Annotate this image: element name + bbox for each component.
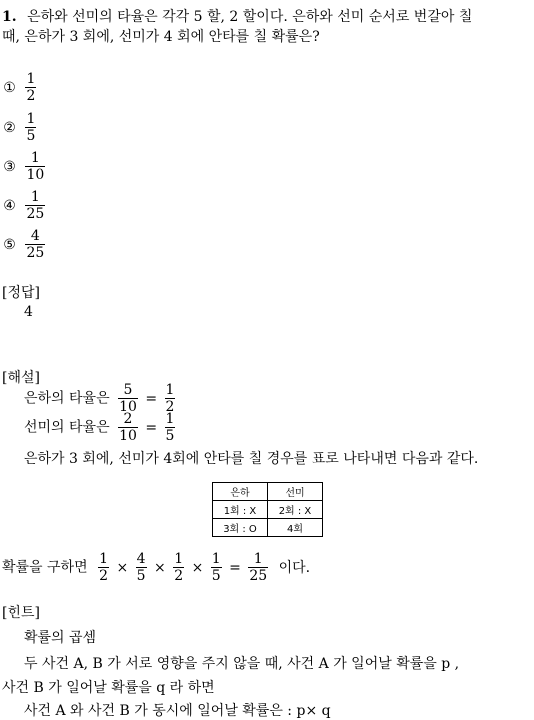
- answer-value: 4: [24, 304, 33, 320]
- table-row: [213, 519, 323, 537]
- question-line-2: 때, 은하가 3 회에, 선미가 4 회에 안타를 칠 확률은?: [2, 29, 320, 45]
- fraction-numerator: 1: [165, 411, 175, 427]
- choice-numerator: 4: [30, 228, 40, 244]
- hint-title: 확률의 곱셈: [24, 630, 97, 646]
- fraction-numerator: 1: [99, 551, 108, 567]
- fraction-denominator: 5: [165, 428, 175, 444]
- explanation-line-1-prefix: 은하의 타율은: [24, 390, 110, 407]
- fraction-denominator: 5: [211, 568, 221, 584]
- table-cell: 2회 : X: [268, 501, 323, 519]
- question-line-1: 은하와 선미의 타율은 각각 5 할, 2 할이다. 은하와 선미 순서로 번갈아 칠: [27, 9, 473, 25]
- explanation-label: [해설]: [2, 370, 40, 386]
- choice-3[interactable]: [2, 151, 45, 182]
- choice-2[interactable]: [2, 112, 36, 143]
- fraction-denominator: 10: [119, 399, 137, 415]
- choice-numerator: 1: [30, 189, 40, 205]
- equals-sign: =: [145, 390, 158, 407]
- hint-line-3: 사건 A 와 사건 B 가 동시에 일어날 확률은 : p× q: [24, 703, 331, 719]
- choice-denominator: 5: [26, 128, 36, 144]
- times-sign: ×: [154, 559, 166, 576]
- table-cell: 4회: [268, 519, 323, 537]
- choice-5[interactable]: [2, 229, 45, 260]
- hint-line-2: 사건 B 가 일어날 확률을 q 라 하면: [2, 680, 215, 696]
- table-cell: 3회 : O: [213, 519, 268, 537]
- choice-marker: ④: [3, 197, 16, 214]
- question: [2, 6, 472, 26]
- choice-marker: ③: [3, 158, 16, 175]
- times-sign: ×: [191, 559, 204, 576]
- fraction-numerator: 1: [165, 382, 175, 398]
- hint-label: [힌트]: [2, 605, 40, 621]
- times-sign: ×: [116, 559, 129, 576]
- choice-denominator: 25: [26, 206, 45, 222]
- fraction-denominator: 2: [165, 399, 175, 415]
- fraction-denominator: 25: [249, 568, 268, 584]
- choice-numerator: 1: [26, 71, 36, 87]
- choice-marker: ②: [3, 119, 16, 136]
- fraction-denominator: 2: [99, 568, 108, 584]
- table-row: [213, 501, 323, 519]
- fraction-numerator: 1: [211, 551, 221, 567]
- explanation-line-3: 은하가 3 회에, 선미가 4회에 안타를 칠 경우를 표로 나타내면 다음과 같다.: [24, 451, 479, 467]
- choice-1[interactable]: [2, 72, 36, 103]
- choice-4[interactable]: [2, 190, 45, 221]
- choice-marker: ①: [3, 79, 16, 96]
- choice-denominator: 10: [26, 167, 45, 183]
- equals-sign: =: [145, 419, 158, 436]
- fraction-numerator: 2: [123, 411, 133, 427]
- equals-sign: =: [229, 559, 241, 576]
- table-header-cell: 은하: [213, 483, 268, 501]
- choice-marker: ⑤: [3, 236, 16, 253]
- fraction-denominator: 10: [119, 428, 137, 444]
- fraction-numerator: 5: [123, 382, 133, 398]
- fraction-denominator: 5: [136, 568, 146, 584]
- fraction-numerator: 1: [174, 551, 184, 567]
- table-header-row: [213, 483, 323, 501]
- result-line: [2, 552, 310, 583]
- choice-numerator: 1: [26, 111, 36, 127]
- choice-denominator: 25: [26, 245, 45, 261]
- choice-numerator: 1: [30, 150, 40, 166]
- fraction-numerator: 1: [253, 551, 263, 567]
- table-header-cell: 선미: [268, 483, 323, 501]
- result-prefix: 확률을 구하면: [2, 559, 88, 576]
- fraction-denominator: 2: [174, 568, 184, 584]
- outcome-table: [212, 482, 323, 537]
- explanation-line-1: [24, 383, 175, 414]
- table-cell: 1회 : X: [213, 501, 268, 519]
- question-number: 1.: [2, 9, 17, 25]
- hint-line-1: 두 사건 A, B 가 서로 영향을 주지 않을 때, 사건 A 가 일어날 확률을 p ,: [24, 656, 460, 672]
- choice-denominator: 2: [26, 88, 36, 104]
- fraction-numerator: 4: [136, 551, 146, 567]
- explanation-line-2-prefix: 선미의 타율은: [24, 419, 110, 436]
- answer-label: [정답]: [2, 285, 40, 301]
- result-suffix: 이다.: [278, 559, 311, 576]
- explanation-line-2: [24, 412, 175, 443]
